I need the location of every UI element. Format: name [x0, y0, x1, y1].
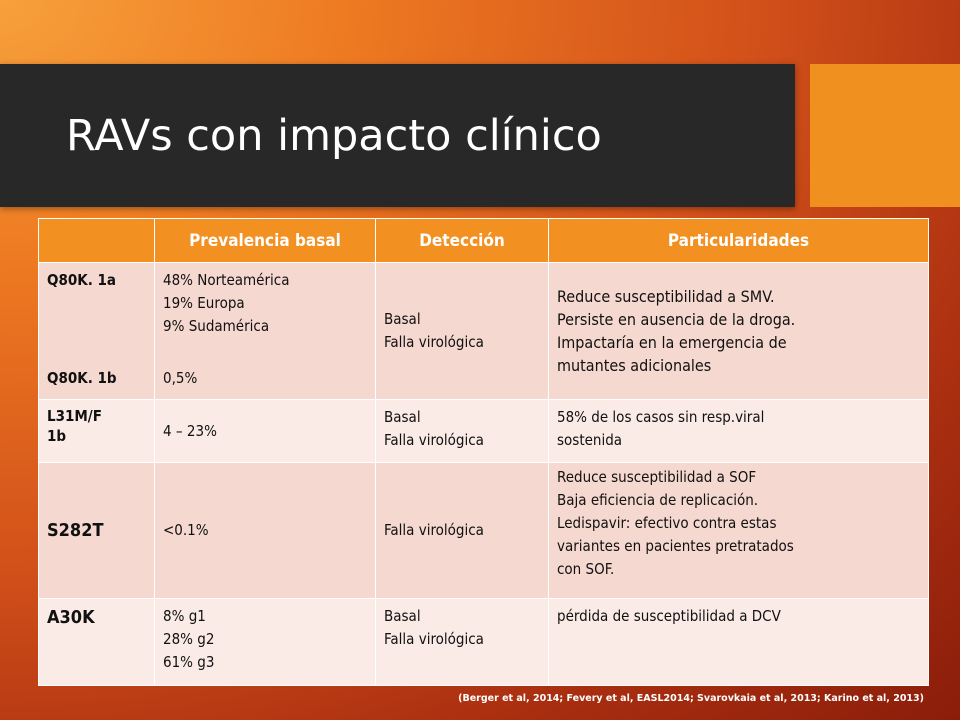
prevalence-cell	[155, 400, 376, 463]
notes-cell	[549, 599, 929, 686]
notes-line: Baja eficiencia de replicación.	[557, 491, 759, 509]
header-variant	[39, 219, 155, 263]
header-notes: Particularidades	[549, 219, 929, 263]
detection-cell	[376, 263, 549, 400]
notes-line: Reduce susceptibilidad a SMV.	[557, 287, 775, 306]
accent-square	[810, 64, 960, 207]
prevalence-value: 61% g3	[163, 653, 215, 671]
notes-line: variantes en pacientes pretratados	[557, 537, 794, 555]
prevalence-cell	[155, 463, 376, 599]
table-row	[39, 463, 929, 599]
notes-line: mutantes adicionales	[557, 356, 712, 375]
notes-line: 58% de los casos sin resp.viral	[557, 408, 765, 426]
prevalence-value: 9% Sudamérica	[163, 317, 270, 335]
prevalence-value: <0.1%	[163, 521, 209, 539]
detection-cell	[376, 400, 549, 463]
notes-line: Impactaría en la emergencia de	[557, 333, 787, 352]
citation-footer: (Berger et al, 2014; Fevery et al, EASL2014; Svarovkaia et al, 2013; Karino et al, 2013)	[458, 693, 924, 704]
table-header-row	[39, 219, 929, 263]
prevalence-value: 48% Norteamérica	[163, 271, 290, 289]
detection-cell	[376, 463, 549, 599]
table-row	[39, 263, 929, 400]
notes-line: Ledispavir: efectivo contra estas	[557, 514, 777, 532]
notes-line: Reduce susceptibilidad a SOF	[557, 468, 757, 486]
prevalence-value: 0,5%	[163, 369, 198, 387]
notes-cell	[549, 463, 929, 599]
notes-cell	[549, 400, 929, 463]
variant-label: 1b	[47, 427, 67, 445]
detection-value: Basal	[384, 310, 421, 328]
variant-cell	[39, 599, 155, 686]
detection-value: Falla virológica	[384, 333, 484, 351]
variant-label: L31M/F	[47, 407, 102, 425]
detection-cell	[376, 599, 549, 686]
header-prevalence: Prevalencia basal	[155, 219, 376, 263]
slide-title: RAVs con impacto clínico	[66, 110, 602, 161]
notes-line: sostenida	[557, 431, 623, 449]
variant-label: S282T	[47, 520, 104, 541]
variant-label: Q80K. 1a	[47, 271, 117, 289]
variant-label: Q80K. 1b	[47, 369, 117, 387]
header-detection: Detección	[376, 219, 549, 263]
prevalence-value: 4 – 23%	[163, 421, 217, 440]
detection-value: Falla virológica	[384, 630, 484, 648]
prevalence-value: 8% g1	[163, 607, 206, 625]
variant-label: A30K	[47, 607, 95, 628]
prevalence-cell	[155, 263, 376, 400]
table-row	[39, 599, 929, 686]
notes-cell	[549, 263, 929, 400]
detection-value: Basal	[384, 408, 421, 426]
prevalence-value: 28% g2	[163, 630, 215, 648]
prevalence-value: 19% Europa	[163, 294, 245, 312]
variant-cell	[39, 463, 155, 599]
variant-cell	[39, 400, 155, 463]
notes-line: pérdida de susceptibilidad a DCV	[557, 607, 781, 625]
detection-value: Falla virológica	[384, 521, 484, 539]
rav-table	[38, 218, 929, 686]
notes-line: Persiste en ausencia de la droga.	[557, 310, 796, 329]
table-row	[39, 400, 929, 463]
prevalence-cell	[155, 599, 376, 686]
detection-value: Basal	[384, 607, 421, 625]
title-bar	[0, 64, 795, 207]
detection-value: Falla virológica	[384, 431, 484, 449]
variant-cell	[39, 263, 155, 400]
notes-line: con SOF.	[557, 560, 615, 578]
